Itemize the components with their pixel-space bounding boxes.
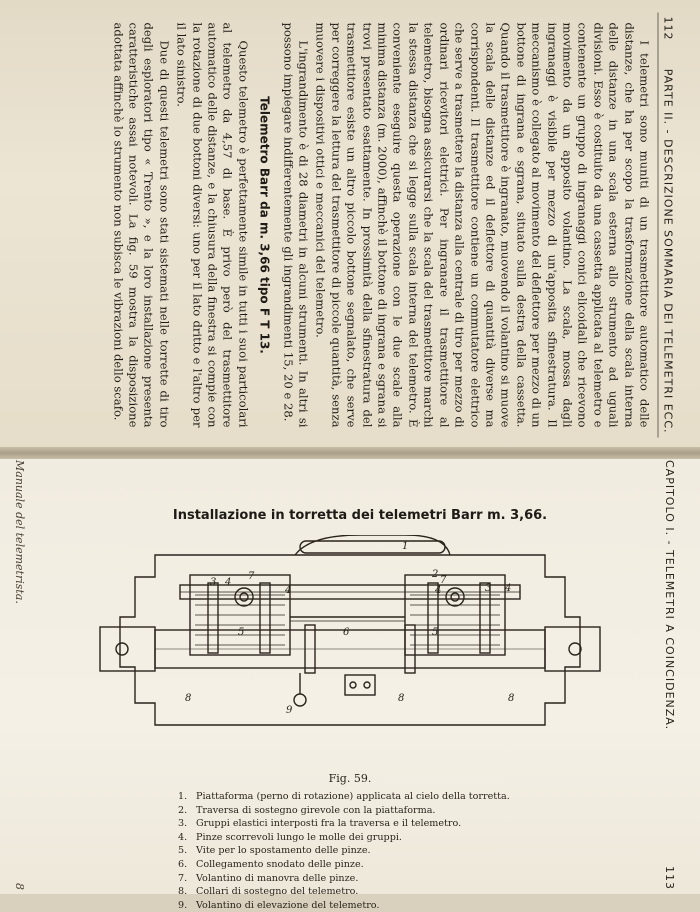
- rotated-text-page: [21, 13, 681, 438]
- legend-item: 3. Gruppi elastici interposti fra la traversa e il telemetro.: [178, 818, 462, 830]
- legend-item: 8. Collari di sostegno del telemetro.: [178, 886, 359, 898]
- body-text: [110, 13, 658, 438]
- page-number-112: 112: [661, 16, 675, 41]
- paragraph: Due di questi telemetri sono stati sistemati nelle torrette di tiro degli esploratori tipo « Trento », e la loro installazione presenta caratteristiche assai notevoli. La fig. 59 mostra la disposizione adottata affinchè lo strumento non subisca le vibrazioni dello scafo.: [111, 22, 172, 428]
- platform-inner: [300, 541, 445, 553]
- diagram-label: 4: [505, 583, 512, 594]
- running-header: [658, 13, 681, 438]
- handwheel-left: [235, 588, 253, 606]
- rangefinder-diagram: [60, 535, 640, 765]
- legend-item: 1. Piattaforma (perno di rotazione) applicata al cielo della torretta.: [178, 791, 510, 802]
- paragraph: Questo telemetro è perfettamente simile in tutti i suoi particolari al telemetro da 4,57 di base. È privo però del trasmettitore automatico delle distanze, e la chiusura della finestra si compie con la rotazione di due bottoni diversi: uno per il lato dritto e l'altro per il lato sinistro.: [174, 22, 251, 428]
- chapter-header: [656, 460, 684, 890]
- diagram-label: 8: [398, 693, 405, 704]
- figure-caption: Fig. 59.: [328, 772, 372, 785]
- diagram-label: 8: [185, 693, 192, 704]
- diagram-label: 7: [248, 571, 255, 582]
- signature-mark: 8: [13, 883, 27, 890]
- legend-item: 9. Volantino di elevazione del telemetro.: [178, 899, 380, 911]
- diagram-label: 9: [286, 705, 293, 716]
- legend-item: 4. Pinze scorrevoli lungo le molle dei gruppi.: [178, 831, 402, 843]
- legend-item: 2. Traversa di sostegno girevole con la piattaforma.: [178, 804, 436, 816]
- diagram-label: 6: [343, 627, 350, 638]
- diagram-label: 4: [285, 585, 292, 596]
- handwheel-right: [446, 588, 464, 606]
- manual-footer: Manuale del telemetrista.: [13, 460, 27, 604]
- diagram-label: 4: [225, 577, 232, 588]
- diagram-label: 5: [432, 627, 439, 638]
- paragraph: I telemetri sono muniti di un trasmettitore automatico delle distanze, che ha per scopo la trasformazione della scala interna delle distanze in una scala esterna allo strumento ad uguali divisioni. Esso è costituito da una cassetta applicata al telemetro e contenente un gruppo di ingranaggi conici elicoidali che ricevono movimento da un apposito volantino. La scala, mossa dagli ingranaggi è visibile per mezzo di un'apposita sfinestratura. Il meccanismo è collegato al movimento del deflettore per mezzo di un bottone di ingrana e sgrana, situato sulla destra della cassetta. Quando il trasmettitore è ingranato, muovendo il volantino si muove la scala delle distanze ed il deflettore di quantità diverse ma corrispondenti. Il trasmettitore contiene un commutatore elettrico che serve a trasmettere la distanza alla centrale di tiro per mezzo di ordinari ricevitori elettrici. Per ingranare il trasmettitore al telemetro, bisogna assicurarsi che la scala del trasmettitore marchi la stessa distanza che si legge sulla scala interna del telemetro. È conveniente eseguire questa operazione con le due scale alla minima distanza (m. 2000), affinchè il bottone di ingrana e sgrana si trovi presentato esattamente. In prossimità della sfinestratura del trasmettitore esiste un altro piccolo bottone segnalato, che serve per correggere la lettura del trasmettitore di piccole quantità, senza muovere i dispositivi ottici e meccanici del telemetro.: [313, 22, 652, 428]
- end-box-right: [545, 627, 600, 671]
- header-title: PARTE II. - DESCRIZIONE SOMMARIA DEI TELEMETRI ECC.: [661, 68, 675, 434]
- legend-item: 7. Volantino di manovra delle pinze.: [178, 872, 359, 884]
- footer-line: [8, 460, 32, 890]
- left-margin: [0, 460, 40, 890]
- right-margin: [640, 460, 700, 890]
- diagram-label: 1: [402, 541, 409, 552]
- diagram-label: 3: [485, 583, 492, 594]
- diagram-label: 4: [435, 585, 442, 596]
- section-title: Telemetro Barr da m. 3,66 tipo F T 13.: [257, 96, 272, 354]
- book-spine: [0, 447, 700, 459]
- figure-title: Installazione in torretta dei telemetri Barr m. 3,66.: [172, 508, 548, 523]
- platform: [295, 535, 450, 555]
- diagram-label: 7: [440, 575, 447, 586]
- diagram-label: 2: [432, 569, 439, 580]
- chapter-title: CAPITOLO I. - TELEMETRI A COINCIDENZA.: [663, 460, 677, 731]
- diagram-label: 3: [210, 577, 217, 588]
- diagram-label: 5: [238, 627, 245, 638]
- elevation-wheel: [294, 694, 306, 706]
- page-number-113: 113: [663, 866, 677, 890]
- paragraph: L'ingrandimento è di 28 diametri in alcuni strumenti. In altri si possono impiegare indifferentemente gli ingrandimenti 15, 20 e 28.: [281, 22, 311, 428]
- legend-item: 6. Collegamento snodato delle pinze.: [178, 858, 364, 870]
- diagram-label: 8: [508, 693, 515, 704]
- legend-item: 5. Vite per lo spostamento delle pinze.: [178, 845, 371, 857]
